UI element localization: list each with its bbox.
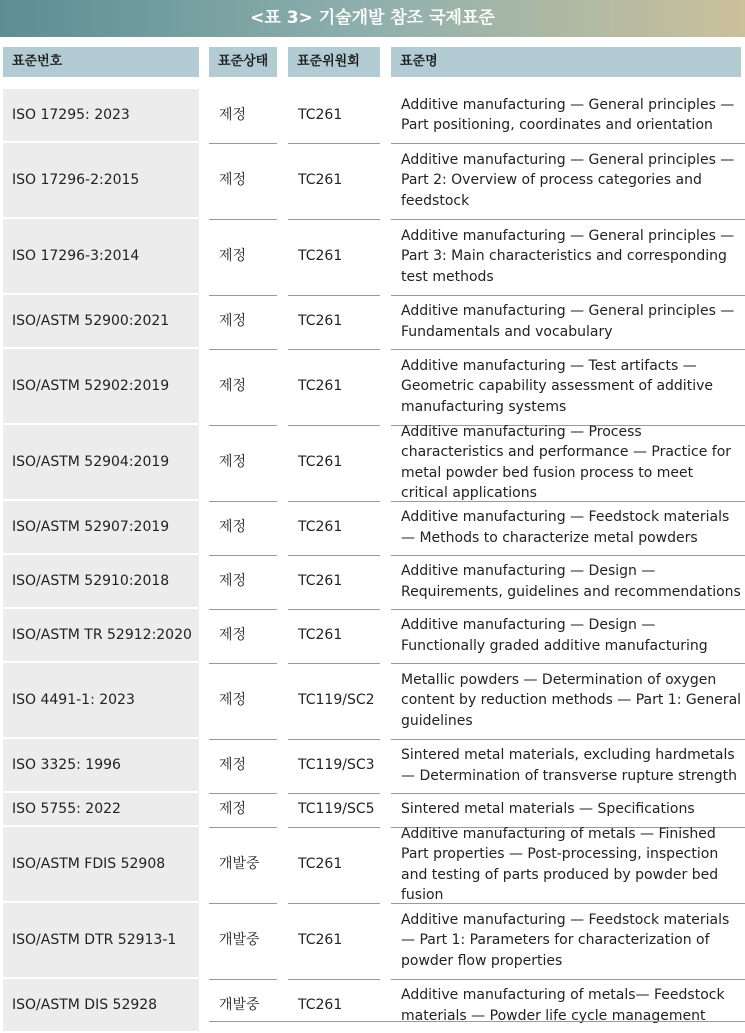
standard-name-cell: Additive manufacturing — General principles — Part 2: Overview of process categories and feedstock [391, 143, 745, 217]
standard-status-cell: 제정 [219, 106, 247, 123]
standard-committee-cell: TC261 [288, 425, 380, 499]
header-standard-status: 표준상태 [209, 47, 277, 77]
standard-status-cell: 제정 [209, 143, 277, 217]
standard-committee-cell: TC119/SC2 [288, 663, 380, 737]
standard-number-cell: ISO/ASTM 52904:2019 [3, 425, 199, 499]
standard-name-cell: Additive manufacturing — General principles — Part 3: Main characteristics and corresponding test methods [391, 219, 745, 293]
table-title: <표 3> 기술개발 참조 국제표준 [0, 0, 745, 37]
table-row [0, 501, 745, 553]
standard-name-cell: Additive manufacturing — Process characteristics and performance — Practice for metal powder bed fusion process to meet critical applications [391, 425, 745, 499]
table-row [0, 89, 745, 141]
standard-committee-cell: TC261 [288, 219, 380, 293]
header-standard-name: 표준명 [391, 47, 741, 77]
standard-number-cell: ISO/ASTM FDIS 52908 [3, 827, 199, 901]
standard-committee-cell: TC261 [288, 555, 380, 607]
standard-name-cell: Additive manufacturing — Feedstock materials — Methods to characterize metal powders [391, 501, 745, 553]
header-standard-committee: 표준위원회 [288, 47, 380, 77]
table-row [0, 555, 745, 607]
standard-status-cell: 제정 [209, 609, 277, 661]
table-row [0, 295, 745, 347]
table-row [0, 739, 745, 791]
table-row [0, 827, 745, 901]
standard-status-cell: 제정 [209, 219, 277, 293]
standard-number-cell: ISO/ASTM DIS 52928 [3, 979, 199, 1031]
standard-status-cell: 개발중 [209, 979, 277, 1031]
standard-status-cell: 제정 [209, 739, 277, 791]
table-row [0, 609, 745, 661]
standard-status-cell: 제정 [209, 555, 277, 607]
table-row [0, 425, 745, 499]
standard-name-cell: Additive manufacturing — Feedstock materials — Part 1: Parameters for characterization of powder flow properties [391, 903, 745, 977]
standard-committee-cell: TC119/SC3 [288, 739, 380, 791]
standard-number-cell: ISO 17296-2:2015 [3, 143, 199, 217]
standard-number-cell: ISO/ASTM 52907:2019 [3, 501, 199, 553]
standard-number-cell: ISO/ASTM DTR 52913-1 [3, 903, 199, 977]
standard-status-cell: 개발중 [209, 903, 277, 977]
table-row [0, 979, 745, 1031]
header-standard-number: 표준번호 [3, 47, 199, 77]
standard-committee-cell: TC261 [288, 295, 380, 347]
standard-committee-cell: TC261 [288, 827, 380, 901]
standard-committee-cell: TC261 [288, 979, 380, 1031]
table-row [0, 663, 745, 737]
standard-status-cell: 개발중 [209, 827, 277, 901]
standard-number-cell: ISO 5755: 2022 [3, 793, 199, 825]
standard-number-cell: ISO 4491-1: 2023 [3, 663, 199, 737]
table-row [0, 793, 745, 825]
standard-name-cell: Additive manufacturing of metals— Feedstock materials — Powder life cycle management [391, 979, 745, 1031]
standard-name-cell: Additive manufacturing — General principles — Fundamentals and vocabulary [391, 295, 745, 347]
standard-name-cell: Additive manufacturing — Design — Requirements, guidelines and recommendations [391, 555, 745, 607]
standard-name-cell: Additive manufacturing — General principles — Part positioning, coordinates and orientation [401, 96, 735, 133]
standard-committee-cell: TC261 [288, 903, 380, 977]
table-row [0, 349, 745, 423]
standard-name-cell: Additive manufacturing — Test artifacts — Geometric capability assessment of additive manufacturing systems [391, 349, 745, 423]
standard-committee-cell: TC261 [288, 143, 380, 217]
standard-status-cell: 제정 [209, 425, 277, 499]
standard-number-cell: ISO/ASTM 52902:2019 [3, 349, 199, 423]
standard-name-cell: Sintered metal materials, excluding hardmetals — Determination of transverse rupture strength [391, 739, 745, 791]
table-row [0, 143, 745, 217]
standard-status-cell: 제정 [209, 349, 277, 423]
standards-table-body [0, 89, 745, 1033]
standard-name-cell: Additive manufacturing of metals — Finished Part properties — Post-processing, inspection and testing of parts produced by powder bed fusion [391, 827, 745, 901]
standard-name-cell: Sintered metal materials — Specifications [391, 793, 745, 825]
table-bottom-divider [209, 1021, 745, 1022]
standard-name-cell: Metallic powders — Determination of oxygen content by reduction methods — Part 1: General guidelines [391, 663, 745, 737]
standard-number-cell: ISO 17295: 2023 [3, 89, 199, 141]
standard-committee-cell: TC261 [288, 349, 380, 423]
standard-status-cell: 제정 [209, 793, 277, 825]
standard-committee-cell: TC119/SC5 [288, 793, 380, 825]
standard-status-cell: 제정 [209, 663, 277, 737]
standard-number-cell: ISO 17296-3:2014 [3, 219, 199, 293]
standard-status-cell: 제정 [209, 501, 277, 553]
standard-committee-cell: TC261 [288, 501, 380, 553]
table-row [0, 903, 745, 977]
standard-committee-cell: TC261 [288, 609, 380, 661]
standard-status-cell: 제정 [209, 295, 277, 347]
standard-name-cell: Additive manufacturing — Design — Functionally graded additive manufacturing [391, 609, 745, 661]
standard-number-cell: ISO 3325: 1996 [3, 739, 199, 791]
table-row [0, 219, 745, 293]
standard-committee-cell: TC261 [298, 106, 343, 123]
standard-number-cell: ISO/ASTM TR 52912:2020 [3, 609, 199, 661]
standard-number-cell: ISO/ASTM 52900:2021 [3, 295, 199, 347]
standard-number-cell: ISO/ASTM 52910:2018 [3, 555, 199, 607]
